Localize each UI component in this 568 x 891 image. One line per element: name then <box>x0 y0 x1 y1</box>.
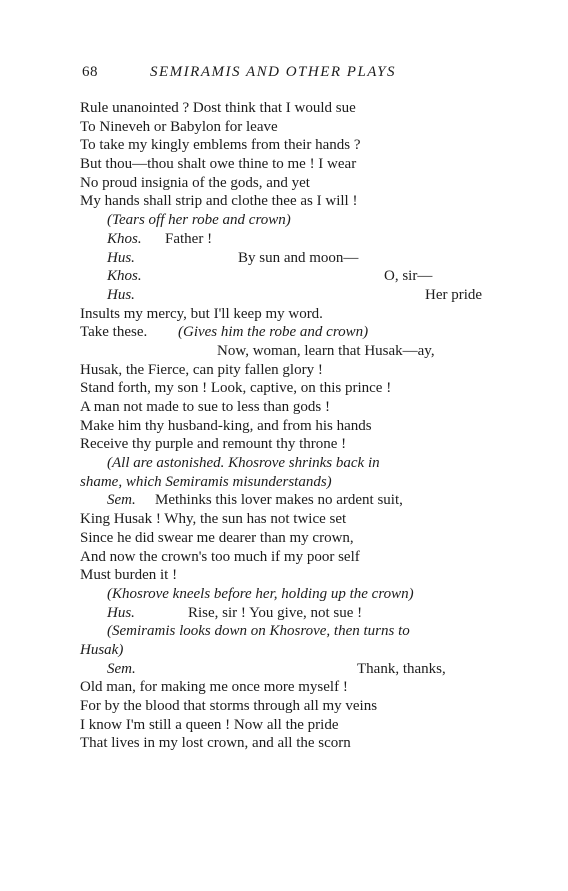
text-line <box>0 118 568 137</box>
dialogue-line <box>0 249 568 268</box>
line-text: Make him thy husband-king, and from his hands <box>80 417 372 434</box>
speaker-name: Hus. <box>107 249 135 266</box>
text-line <box>0 529 568 548</box>
speech-text: Rise, sir ! You give, not sue ! <box>188 604 363 621</box>
stage-direction <box>0 211 568 230</box>
speaker-name: Hus. <box>107 286 135 303</box>
line-text: For by the blood that storms through all my veins <box>80 698 378 714</box>
text-line <box>0 361 568 380</box>
direction-text: (Khosrove kneels before her, holding up the crown) <box>107 585 414 602</box>
direction-text: (Tears off her robe and crown) <box>107 212 291 229</box>
speech-text: O, sir— <box>384 268 433 285</box>
page-number: 68 <box>82 64 98 80</box>
text-line <box>0 398 568 417</box>
line-text: To Nineveh or Babylon for leave <box>80 118 278 135</box>
line-text: And now the crown's too much if my poor self <box>80 548 360 565</box>
text-line <box>0 417 568 436</box>
speech-text: Methinks this lover makes no ardent suit, <box>155 492 403 509</box>
text-line <box>0 99 568 118</box>
dialogue-line <box>0 604 568 623</box>
speaker-name: Sem. <box>107 660 136 677</box>
direction-text: (Semiramis looks down on Khosrove, then turns to <box>107 623 410 640</box>
line-text: Insults my mercy, but I'll keep my word. <box>80 305 323 322</box>
stage-direction <box>0 641 568 660</box>
speech-text: Father ! <box>165 230 213 247</box>
text-line <box>0 510 568 529</box>
line-text: Rule unanointed ? Dost think that I would sue <box>80 100 356 116</box>
text-line <box>0 716 568 735</box>
line-text: My hands shall strip and clothe thee as I will ! <box>80 193 358 210</box>
text-line <box>0 548 568 567</box>
direction-text: (All are astonished. Khosrove shrinks back in <box>107 455 380 472</box>
line-text: Must burden it ! <box>80 567 178 584</box>
line-text: Husak, the Fierce, can pity fallen glory ! <box>80 361 323 378</box>
speech-text: By sun and moon— <box>238 249 359 266</box>
text-line <box>0 174 568 193</box>
stage-direction <box>0 473 568 492</box>
text-line <box>0 697 568 716</box>
line-text: Old man, for making me once more myself ! <box>80 679 348 696</box>
speaker-name: Khos. <box>107 230 142 247</box>
direction-text: Husak) <box>80 641 124 658</box>
speaker-name: Hus. <box>107 604 135 621</box>
speech-text: Thank, thanks, <box>357 660 446 677</box>
line-text: King Husak ! Why, the sun has not twice set <box>80 511 347 528</box>
text-line <box>0 734 568 753</box>
speaker-name: Sem. <box>107 492 136 509</box>
line-text: A man not made to sue to less than gods ! <box>80 399 330 415</box>
line-text: No proud insignia of the gods, and yet <box>80 174 310 191</box>
line-text: To take my kingly emblems from their hands ? <box>80 137 361 154</box>
direction-text: shame, which Semiramis misunderstands) <box>80 473 332 490</box>
text-line <box>0 435 568 454</box>
line-text: Now, woman, learn that Husak—ay, <box>217 342 435 359</box>
line-text: Since he did swear me dearer than my crown, <box>80 529 354 546</box>
line-text: But thou—thou shalt owe thine to me ! I wear <box>80 156 357 173</box>
text-line <box>0 566 568 585</box>
direction-text: (Gives him the robe and crown) <box>178 324 369 341</box>
play-text <box>0 99 568 753</box>
speech-text: Take these. <box>80 324 148 341</box>
dialogue-line <box>0 267 568 286</box>
line-text: Receive thy purple and remount thy throne ! <box>80 436 347 453</box>
text-line <box>0 678 568 697</box>
text-line <box>0 342 568 361</box>
text-line <box>0 379 568 398</box>
text-line <box>0 192 568 211</box>
stage-direction <box>0 585 568 604</box>
dialogue-line <box>0 323 568 342</box>
line-text: I know I'm still a queen ! Now all the pride <box>80 716 339 733</box>
text-line <box>0 155 568 174</box>
text-line <box>0 136 568 155</box>
running-title: SEMIRAMIS AND OTHER PLAYS <box>150 64 396 80</box>
line-text: That lives in my lost crown, and all the scorn <box>80 735 351 752</box>
stage-direction <box>0 454 568 473</box>
dialogue-line <box>0 286 568 305</box>
text-line <box>0 305 568 324</box>
line-text: Stand forth, my son ! Look, captive, on this prince ! <box>80 380 392 397</box>
speaker-name: Khos. <box>107 268 142 285</box>
dialogue-line <box>0 230 568 249</box>
dialogue-line <box>0 491 568 510</box>
dialogue-line <box>0 660 568 679</box>
speech-text: Her pride <box>425 286 483 303</box>
stage-direction <box>0 622 568 641</box>
